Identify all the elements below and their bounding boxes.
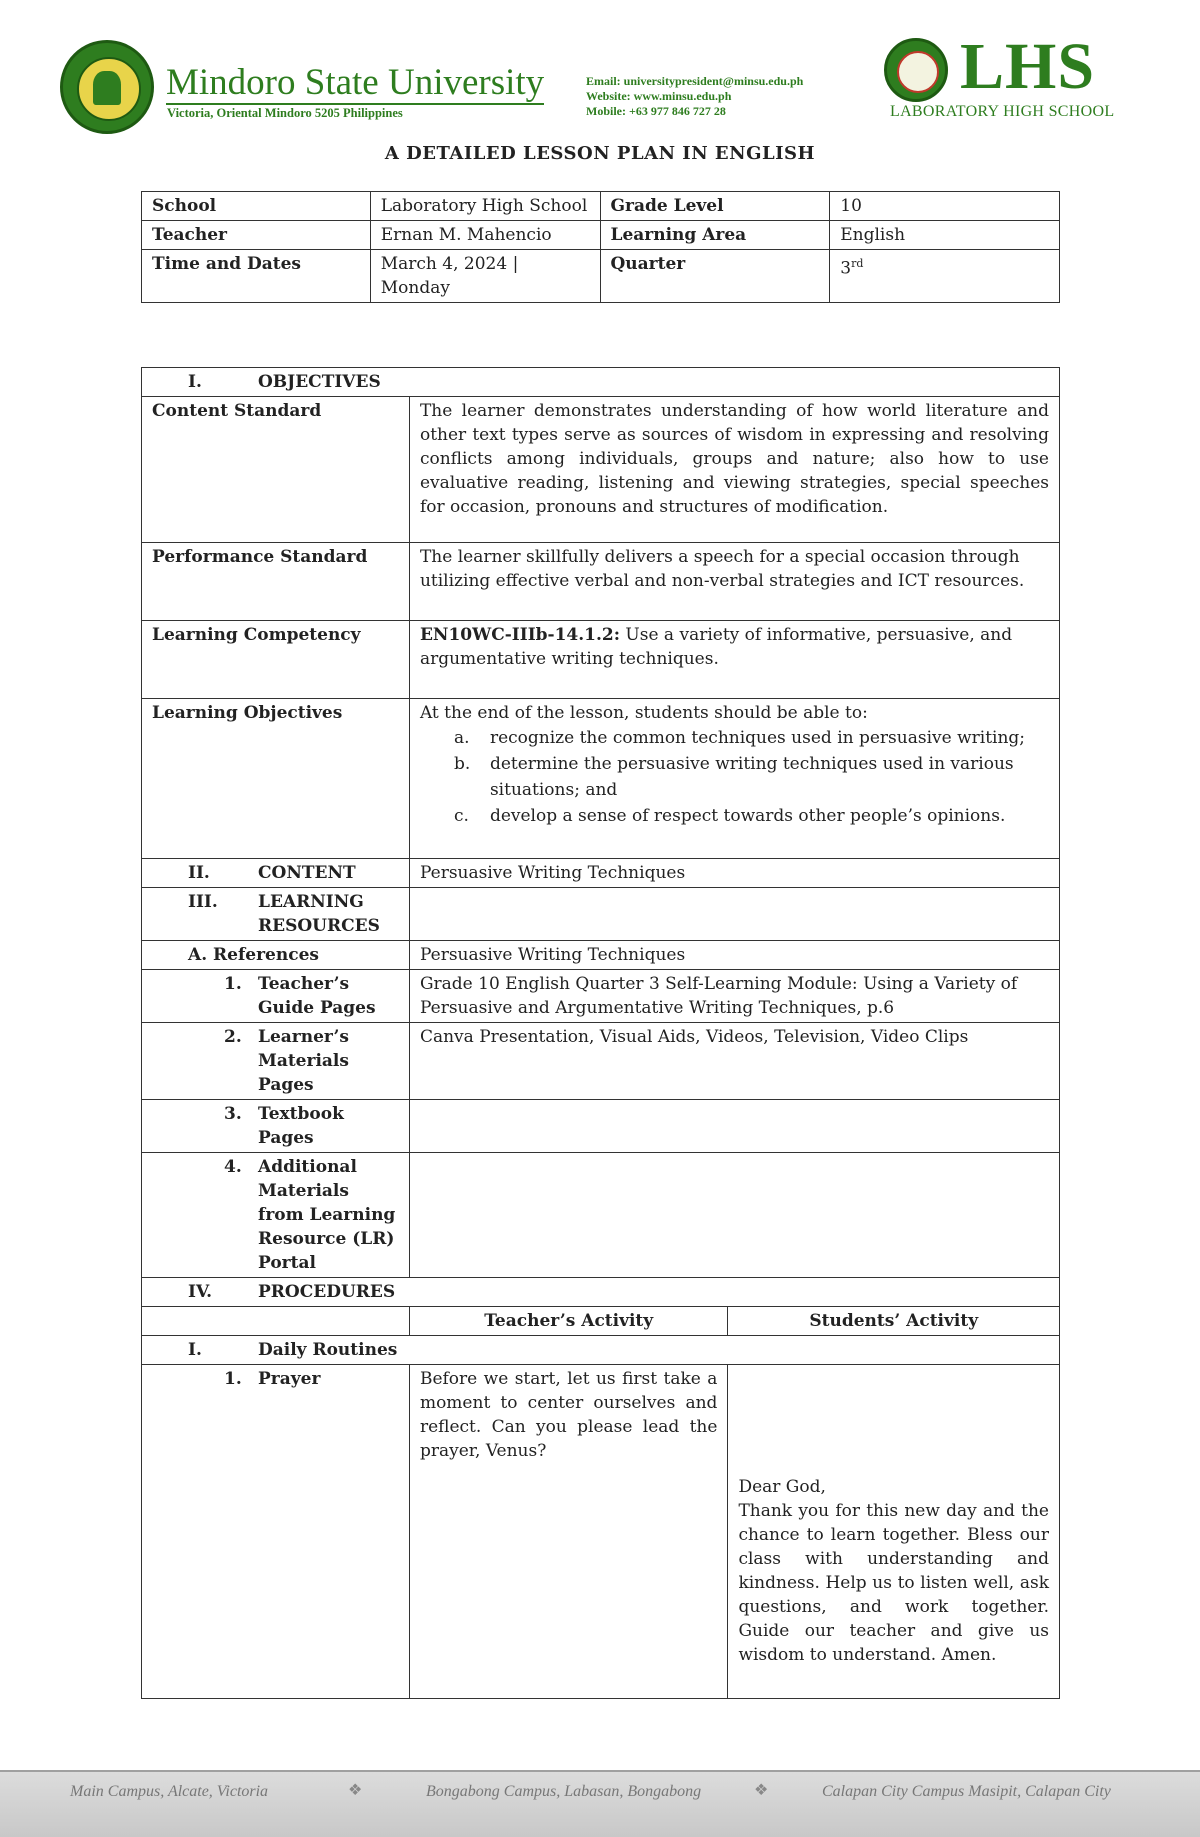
resources-heading	[142, 888, 410, 941]
contact-email: Email: universitypresident@minsu.edu.ph	[586, 74, 804, 88]
prayer-student-activity	[728, 1365, 1060, 1699]
document-title: A DETAILED LESSON PLAN IN ENGLISH	[384, 143, 816, 164]
procedures-heading	[142, 1278, 1060, 1307]
quarter-label: Quarter	[600, 250, 830, 303]
lesson-plan-table	[141, 367, 1060, 1699]
competency-text: Use a variety of informative, persuasive, and argumentative writing techniques.	[419, 625, 1013, 669]
quarter-number: 3	[840, 258, 852, 279]
prayer-text: Thank you for this new day and the chance to learn together. Bless our class with understanding and kindness. Help us to listen well, ask questions, and work together. Guide our teacher and give us wisdom to understand. Amen.	[738, 1501, 1049, 1665]
quarter-suffix: rd	[851, 257, 864, 270]
performance-standard-label: Performance Standard	[142, 543, 410, 621]
resources-num: III.	[188, 892, 218, 912]
procedures-num: IV.	[188, 1282, 213, 1302]
objectives-intro: At the end of the lesson, students should be able to:	[419, 703, 868, 723]
contact-block	[586, 74, 803, 119]
prayer-greeting: Dear God,	[738, 1477, 826, 1497]
daily-num: I.	[188, 1340, 202, 1360]
competency-code: EN10WC-IIIb-14.1.2:	[419, 625, 621, 645]
teacher-label: Teacher	[142, 221, 371, 250]
performance-standard-text: The learner skillfully delivers a speech for a special occasion through utilizing effective verbal and non-verbal strategies and ICT resources.	[409, 543, 1059, 621]
lm-num: 2.	[224, 1027, 242, 1047]
teacher-activity-header: Teacher’s Activity	[409, 1307, 727, 1336]
tg-num: 1.	[224, 974, 242, 994]
learners-materials-label	[142, 1023, 410, 1100]
teachers-guide-label	[142, 970, 410, 1023]
objective-item	[453, 725, 1049, 751]
procedures-title: PROCEDURES	[258, 1282, 396, 1302]
objective-text: determine the persuasive writing techniques used in various situations; and	[489, 754, 1014, 800]
university-name: Mindoro State University	[166, 62, 545, 103]
learners-materials-value: Canva Presentation, Visual Aids, Videos, Television, Video Clips	[409, 1023, 1059, 1100]
content-standard-label: Content Standard	[142, 397, 410, 543]
grade-label: Grade Level	[600, 192, 830, 221]
am-num: 4.	[224, 1157, 242, 1177]
tb-num: 3.	[224, 1104, 242, 1124]
footer-campus-main: Main Campus, Alcate, Victoria	[70, 1783, 269, 1800]
textbook-label	[142, 1100, 410, 1153]
teacher-value: Ernan M. Mahencio	[370, 221, 600, 250]
resources-title: LEARNING RESOURCES	[258, 892, 380, 936]
content-standard-text: The learner demonstrates understanding of how world literature and other text types serve as sources of wisdom in expressing and resolving conflicts among individuals, groups and nature; also how to use evaluative reading, listening and viewing strategies, special speeches for occasion, pronouns and structures of modification.	[409, 397, 1059, 543]
objective-item	[453, 751, 1049, 803]
objective-mark: c.	[453, 806, 469, 826]
references-label: A. References	[142, 941, 410, 970]
objective-text: develop a sense of respect towards other people’s opinions.	[489, 806, 1006, 826]
teachers-guide-value: Grade 10 English Quarter 3 Self-Learning Module: Using a Variety of Persuasive and Argumentative Writing Techniques, p.6	[409, 970, 1059, 1023]
university-address: Victoria, Oriental Mindoro 5205 Philippines	[167, 106, 403, 120]
objective-mark: b.	[453, 754, 471, 774]
am-label: Additional Materials from Learning Resource (LR) Portal	[258, 1157, 396, 1273]
objectives-title: OBJECTIVES	[258, 372, 381, 392]
prayer-teacher-activity: Before we start, let us first take a moment to center ourselves and reflect. Can you please lead the prayer, Venus?	[409, 1365, 727, 1699]
content-value: Persuasive Writing Techniques	[409, 859, 1059, 888]
daily-routines-heading	[142, 1336, 1060, 1365]
area-label: Learning Area	[600, 221, 830, 250]
info-table	[141, 191, 1060, 303]
msu-seal-logo	[60, 40, 154, 134]
content-title: CONTENT	[258, 863, 356, 883]
lhs-seal-logo	[884, 38, 948, 102]
contact-website: Website: www.minsu.edu.ph	[586, 89, 732, 103]
resources-value	[409, 888, 1059, 941]
school-value: Laboratory High School	[370, 192, 600, 221]
time-label: Time and Dates	[142, 250, 371, 303]
objectives-list	[420, 725, 1049, 829]
competency-cell	[409, 621, 1059, 699]
additional-materials-value	[409, 1153, 1059, 1278]
objectives-heading	[142, 368, 1060, 397]
objectives-label: Learning Objectives	[142, 699, 410, 859]
contact-mobile: Mobile: +63 977 846 727 28	[586, 104, 726, 118]
textbook-value	[409, 1100, 1059, 1153]
objectives-num: I.	[188, 372, 202, 392]
activity-header-blank	[142, 1307, 410, 1336]
tg-label: Teacher’s Guide Pages	[258, 974, 376, 1018]
competency-label: Learning Competency	[142, 621, 410, 699]
objectives-cell	[409, 699, 1059, 859]
objective-text: recognize the common techniques used in persuasive writing;	[489, 728, 1026, 748]
letterhead	[0, 0, 1200, 150]
daily-title: Daily Routines	[258, 1340, 398, 1360]
content-heading	[142, 859, 410, 888]
footer-campus-bongabong: Bongabong Campus, Labasan, Bongabong	[426, 1783, 702, 1800]
lhs-full-name: LABORATORY HIGH SCHOOL	[890, 103, 1115, 120]
students-activity-header: Students’ Activity	[728, 1307, 1060, 1336]
objective-item	[453, 803, 1049, 829]
lhs-logo-text: LHS	[960, 30, 1096, 103]
school-label: School	[142, 192, 371, 221]
references-value: Persuasive Writing Techniques	[409, 941, 1059, 970]
prayer-num: 1.	[224, 1369, 242, 1389]
lm-label: Learner’s Materials Pages	[258, 1027, 349, 1095]
footer-campus-calapan: Calapan City Campus Masipit, Calapan City	[822, 1783, 1111, 1800]
prayer-title: Prayer	[258, 1369, 321, 1389]
footer-separator-icon: ❖	[348, 1780, 363, 1799]
footer-band	[0, 1770, 1200, 1837]
objective-mark: a.	[453, 728, 470, 748]
time-value: March 4, 2024 | Monday	[370, 250, 600, 303]
footer-separator-icon: ❖	[754, 1780, 769, 1799]
content-num: II.	[188, 863, 210, 883]
prayer-label	[142, 1365, 410, 1699]
additional-materials-label	[142, 1153, 410, 1278]
quarter-value	[830, 250, 1060, 303]
area-value: English	[830, 221, 1060, 250]
grade-value: 10	[830, 192, 1060, 221]
tb-label: Textbook Pages	[258, 1104, 344, 1148]
